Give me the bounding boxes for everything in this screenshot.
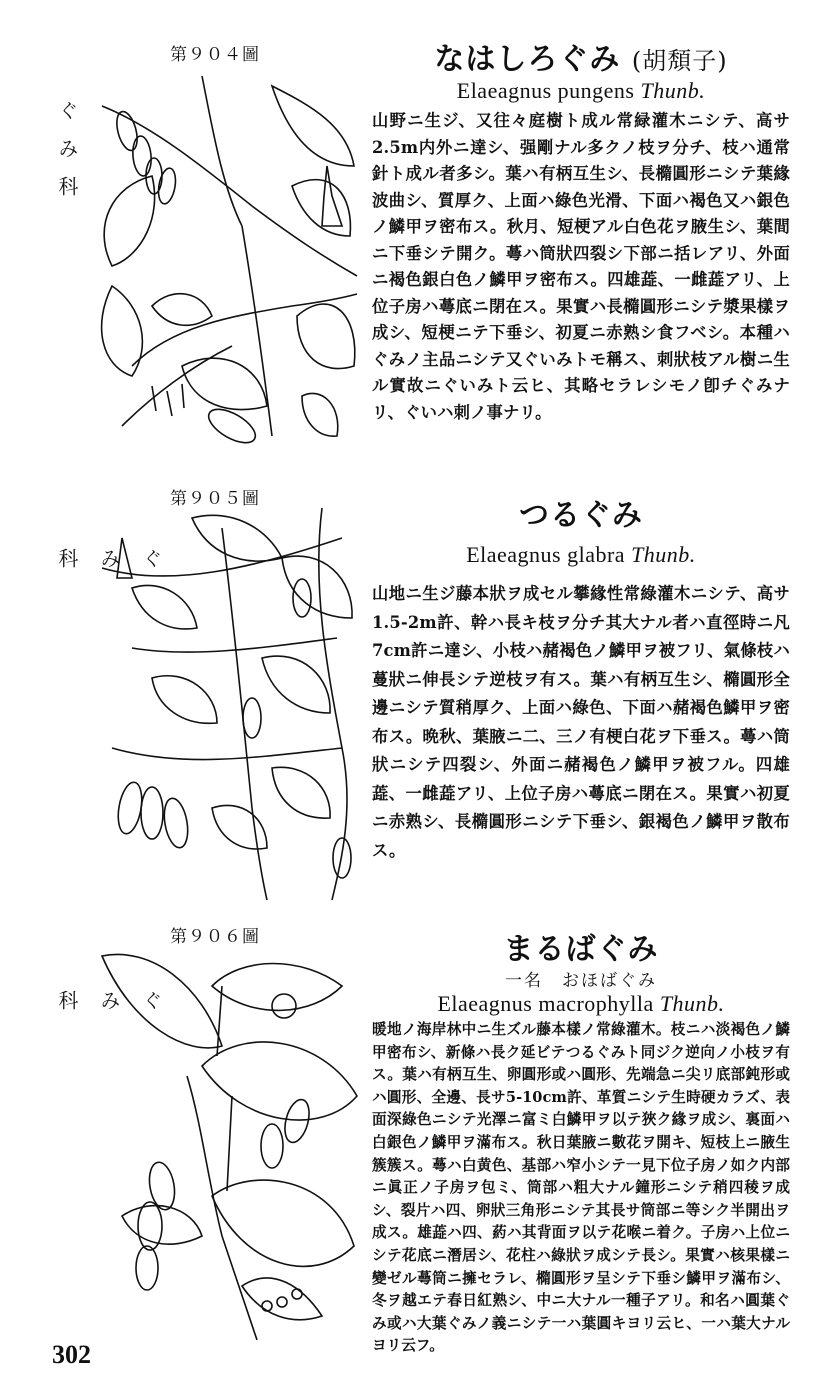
description: 暖地ノ海岸林中ニ生ズル藤本樣ノ常綠灌木。枝ニハ淡褐色ノ鱗甲密布シ、新條ハ長ク延ビテつるぐみト同ジク逆向ノ小枝ヲ有ス。葉ハ有柄互生、卵圓形或ハ圓形、先端急ニ尖リ底部鈍形或ハ圓形、全邊、長サ5-10cm許、革質ニシテ生時硬カラズ、表面深綠色ニシテ光澤ニ富ミ白鱗甲ヲ以テ狹ク緣ヲ成シ、裏面ハ白銀色ノ鱗甲ヲ滿布ス。秋日葉腋ニ數花ヲ開キ、短枝上ニ腋生簇簇ス。蕚ハ白黄色、基部ハ窄小シテ一見下位子房ノ如ク内部ニ眞正ノ子房ヲ包ミ、筒部ハ粗大ナル鐘形ニシテ稍四稜ヲ成シ、裂片ハ四、卵狀三角形ニシテ其長サ筒部ニ等シク半開出ヲ成ス。雄蕋ハ四、葯ハ其背面ヲ以テ花喉ニ着ク。子房ハ上位ニシテ花底ニ潛居シ、花柱ハ綠狀ヲ成シテ長シ。果實ハ核果樣ニ變ゼル蕚筒ニ擁セラレ、橢圓形ヲ呈シテ下垂シ鱗甲ヲ滿布シ、冬ヲ越エテ春日紅熟シ、中ニ大ナル一種子アリ。和名ハ圓葉ぐみ或ハ大葉ぐみノ義ニシテ一ハ葉圓キヨリ云ヒ、一ハ葉大ナルヨリ云フ。 [372,1021,790,1355]
japanese-name [372,490,790,534]
scientific-name-author: Thunb. [631,542,696,567]
scientific-name-author: Thunb. [659,991,725,1016]
plant-illustration [92,508,362,900]
japanese-name-kanji: (胡頽子) [631,47,728,75]
plant-illustration [92,946,362,1340]
family-label: ぐみ科 [55,548,163,586]
family-label: ぐみ科 [55,100,79,214]
description: 山野ニ生ジ、又往々庭樹ト成ル常緑灌木ニシテ、高サ2.5m内外ニ達シ、强剛ナル多クノ枝ヲ分チ、枝ハ通常針ト成ル者多シ。葉ハ有柄互生シ、長橢圓形ニシテ葉緣波曲シ、質厚ク、上面ハ綠色光滑、下面ハ褐色又ハ銀色ノ鱗甲ヲ密布ス。秋月、短梗アル白色花ヲ腋生シ、葉間ニ下垂シテ開ク。蕚ハ筒狀四裂シ下部ニ括レアリ、外面ニ褐色銀白色ノ鱗甲ヲ密布ス。四雄蕋、一雌蕋アリ、上位子房ハ蕚底ニ閉在ス。果實ハ長橢圓形ニシテ漿果樣ヲ成シ、短梗ニテ下垂シ、初夏ニ赤熟シ食フベシ。本種ハぐみノ主品ニシテ又ぐいみトモ稱ス、刺狀枝アル樹ニ生ル實故ニぐいみト云ヒ、其略セラレシモノ卽チぐみナリ、ぐいハ刺ノ事ナリ。 [372,111,790,422]
scientific-name-binomial: Elaeagnus macrophylla [437,991,654,1016]
plate-number-label: 第９０５圖 [170,489,260,509]
entry-text [372,924,790,1358]
page-number: 302 [52,1340,91,1369]
plate-number-label: 第９０６圖 [170,927,260,947]
scientific-name [372,991,790,1017]
scientific-name-binomial: Elaeagnus glabra [466,542,626,567]
alternate-name: 一名 おほばぐみ [505,971,657,991]
scientific-name [372,542,790,568]
description: 山地ニ生ジ藤本狀ヲ成セル攀緣性常綠灌木ニシテ、高サ1.5-2m許、幹ハ長キ枝ヲ分チ其大ナル者ハ直徑時ニ凡7cm許ニ達シ、小枝ハ赭褐色ノ鱗甲ヲ被フリ、氣條枝ハ蔓狀ニ伸長シテ逆枝ヲ有ス。葉ハ有柄互生シ、橢圓形全邊ニシテ質稍厚ク、上面ハ綠色、下面ハ赭褐色鱗甲ヲ密布ス。晩秋、葉腋ニ二、三ノ有梗白花ヲ下垂ス。蕚ハ筒狀ニシテ四裂シ、外面ニ赭褐色ノ鱗甲ヲ被フル。四雄蕋、一雌蕋アリ、上位子房ハ蕚底ニ閉在ス。果實ハ初夏ニ赤熟シ、長橢圓形ニシテ下垂シ、銀褐色ノ鱗甲ヲ散布ス。 [372,584,790,860]
japanese-name [372,924,790,968]
scientific-name-binomial: Elaeagnus pungens [456,78,635,103]
scientific-name-author: Thunb. [640,78,706,103]
plate-number-label: 第９０４圖 [170,45,260,65]
japanese-name-kana: まるばぐみ [503,932,659,967]
entry-text [372,490,790,865]
japanese-name-kana: なはしろぐみ [434,42,621,77]
japanese-name-kana: つるぐみ [519,498,643,533]
family-label: ぐみ科 [55,990,163,1028]
